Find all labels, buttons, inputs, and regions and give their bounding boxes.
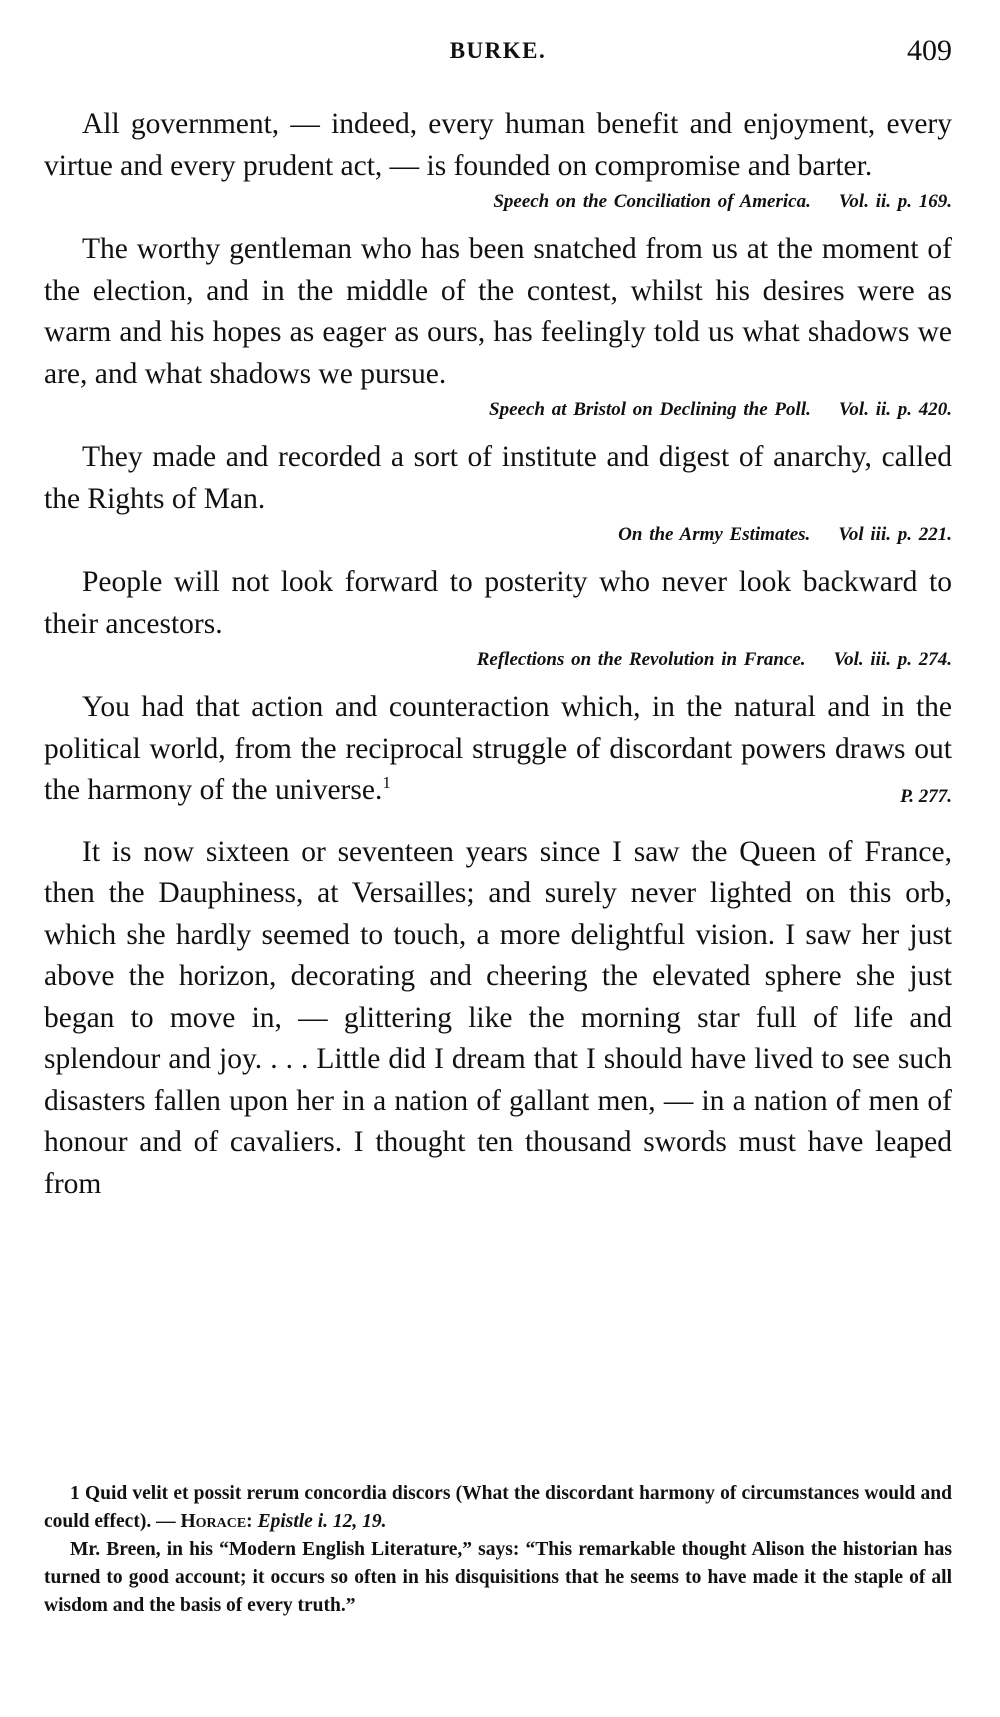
citation [44,647,952,673]
footnote-author: Horace: [180,1511,253,1532]
quote-paragraph [44,687,952,812]
citation [44,522,952,548]
citation-source: On the Army Estimates. [618,524,811,545]
quote-paragraph: It is now sixteen or seventeen years since I saw the Queen of France, then the Dauphiness, at Versailles; and surely never lighted on this orb, which she hardly seemed to touch, a more delightful vision. I saw her just above the horizon, decorating and cheering the elevated sphere she just began to move in, — glittering like the morning star full of life and splendour and joy. . . . Little did I dream that I should have lived to see such disasters fallen upon her in a nation of gallant men, — in a nation of men of honour and of cavaliers. I thought ten thousand swords must have leaped from [44,835,952,1200]
page-body [44,104,952,1205]
quote-paragraph: The worthy gentleman who has been snatched from us at the moment of the election, and in the middle of the contest, whilst his desires were as warm and his hopes as eager as ours, has feelingly told us what shadows we are, and what shadows we pursue. [44,233,952,390]
citation-volume: P. 277. [900,786,952,807]
footnotes [44,1480,952,1620]
citation-source: Reflections on the Revolution in France. [476,649,806,670]
footnote-reference: 1 [382,773,391,793]
citation-volume: Vol. ii. p. 169. [838,191,952,212]
footnote: Mr. Breen, in his “Modern English Literature,” says: “This remarkable thought Alison the historian has turned to good account; it occurs so often in his disquisitions that he seems to have made it the staple of all wisdom and the basis of every truth.” [44,1539,952,1616]
citation-volume: Vol. ii. p. 420. [838,399,952,420]
running-head: BURKE. [449,38,547,63]
page-header [44,34,952,78]
citation-volume: Vol iii. p. 221. [838,524,952,545]
footnote-text: Quid velit et possit rerum concordia discors (What the discordant harmony of circumstances would and could effect). — [44,1483,952,1532]
quote-paragraph: People will not look forward to posterity who never look backward to their ancestors. [44,566,952,640]
footnote-number: 1 [70,1483,80,1504]
page-number: 409 [907,34,952,67]
quote-text: You had that action and counteraction which, in the natural and in the political world, from the reciprocal struggle of discordant powers draws out the harmony of the universe. [44,691,952,806]
paragraph-gap [44,812,952,832]
quote-paragraph: They made and recorded a sort of institute and digest of anarchy, called the Rights of Man. [44,441,952,515]
citation [44,397,952,423]
citation [44,189,952,215]
citation-source: Speech on the Conciliation of America. [493,191,811,212]
footnote [44,1480,952,1536]
citation-source: Speech at Bristol on Declining the Poll. [489,399,811,420]
quote-paragraph: All government, — indeed, every human benefit and enjoyment, every virtue and every prudent act, — is founded on compromise and barter. [44,108,952,182]
footnote-reference-source: Epistle i. 12, 19. [257,1511,387,1532]
citation-volume: Vol. iii. p. 274. [833,649,952,670]
